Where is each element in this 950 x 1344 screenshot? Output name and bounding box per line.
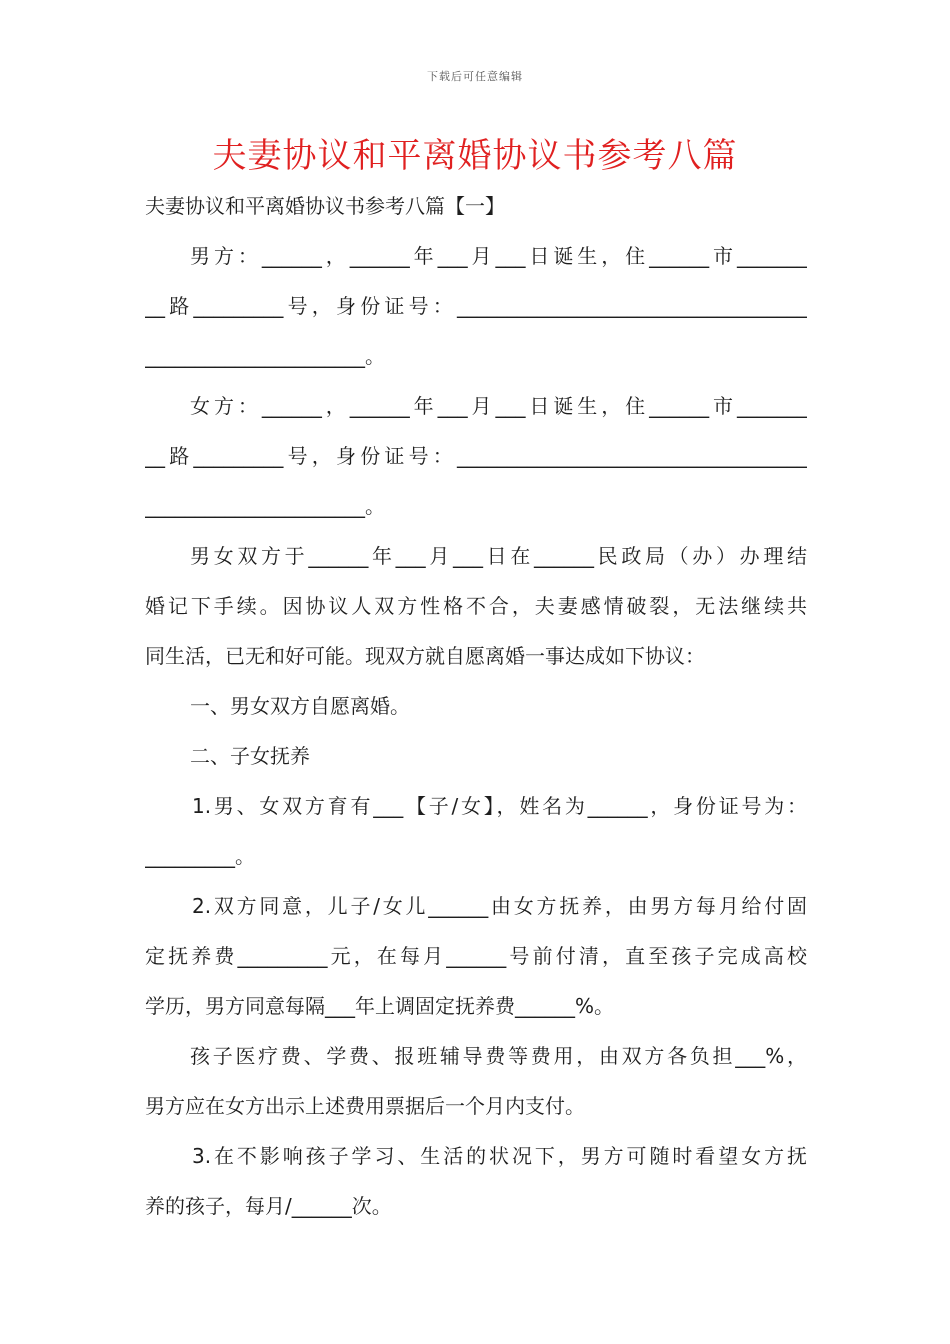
document-body xyxy=(145,181,807,1231)
paragraph-line: 同生活，已无和好可能。现双方就自愿离婚一事达成如下协议： xyxy=(145,644,705,668)
paragraph-line: ______________________。 xyxy=(145,344,385,368)
header-note: 下载后可任意编辑 xyxy=(427,70,523,83)
paragraph-line: 学历，男方同意每隔___年上调固定抚养费______%。 xyxy=(145,994,615,1018)
paragraph-line: ______________________。 xyxy=(145,494,385,518)
paragraph-line: 男方：______，______年___月___日诞生，住______市_______ xyxy=(190,244,807,268)
paragraph-line: 1.男、女双方育有___【子/女】，姓名为______，身份证号为： xyxy=(192,794,807,818)
paragraph-line: 婚记下手续。因协议人双方性格不合，夫妻感情破裂，无法继续共 xyxy=(145,594,807,618)
clause-heading: 二、子女抚养 xyxy=(190,744,310,768)
section-heading: 夫妻协议和平离婚协议书参考八篇【一】 xyxy=(145,194,505,218)
paragraph-line: 3.在不影响孩子学习、生活的状况下，男方可随时看望女方抚 xyxy=(192,1144,807,1168)
paragraph-line: __路_________号，身份证号：___________________________________ xyxy=(145,294,807,318)
paragraph-line: 男女双方于______年___月___日在______民政局（办）办理结 xyxy=(190,544,807,568)
clause-heading: 一、男女双方自愿离婚。 xyxy=(190,694,410,718)
paragraph-line: 女方：______，______年___月___日诞生，住______市_______ xyxy=(190,394,807,418)
paragraph-line: 定抚养费_________元，在每月______号前付清，直至孩子完成高校 xyxy=(145,944,807,968)
paragraph-line: 养的孩子，每月/______次。 xyxy=(145,1194,392,1218)
paragraph-line: __路_________号，身份证号：___________________________________ xyxy=(145,444,807,468)
paragraph-line: 孩子医疗费、学费、报班辅导费等费用，由双方各负担___%， xyxy=(190,1044,807,1068)
paragraph-line: 男方应在女方出示上述费用票据后一个月内支付。 xyxy=(145,1094,585,1118)
paragraph-line: 2.双方同意，儿子/女儿______由女方抚养，由男方每月给付固 xyxy=(192,894,807,918)
document-title: 夫妻协议和平离婚协议书参考八篇 xyxy=(212,136,738,176)
paragraph-line: _________。 xyxy=(145,844,255,868)
